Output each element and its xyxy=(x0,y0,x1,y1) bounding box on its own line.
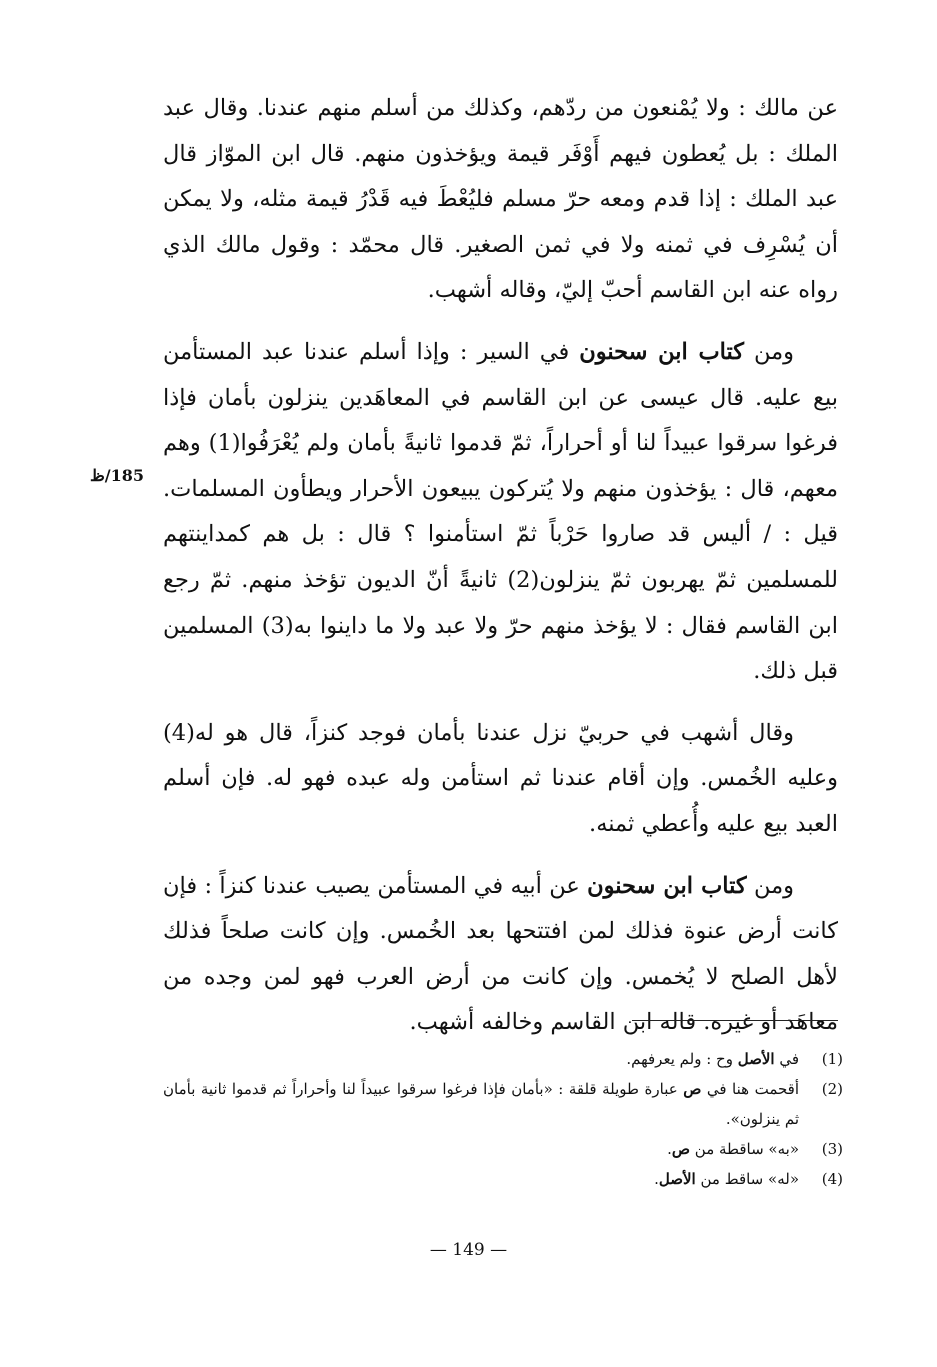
footnote-text-bold: الأصل xyxy=(658,1170,696,1188)
page-number: — 149 — xyxy=(429,1240,508,1260)
footnote-text xyxy=(163,1164,799,1194)
footnote-text-pre: «به» ساقطة من xyxy=(690,1140,799,1158)
paragraph-2-post: في السير : وإذا أسلم عندنا عبد المستأمن بيع عليه. قال عيسى عن ابن القاسم في المعاهَدين ينزلون بأمان فإذا فرغوا سرقوا عبيداً لنا أو أحراراً، ثمّ قدموا ثانيةً بأمان ولم يُعْرَفُوا(1) وهم معهم، قال : يؤخذون منهم ولا يُتركون يبيعون الأحرار ويطأون المسلمات. قيل : / أليس قد صاروا حَرْباً ثمّ استأمنوا ؟ قال : بل هم كمداينتهم للمسلمين ثمّ يهربون ثمّ ينزلون(2) ثانيةً أنّ الديون تؤخذ منهم. ثمّ رجع ابن القاسم فقال : لا يؤخذ منهم حرّ ولا عبد ولا ما داينوا به(3) المسلمين قبل ذلك. xyxy=(163,338,839,685)
paragraph-2 xyxy=(163,330,838,695)
footnote-1 xyxy=(163,1044,843,1074)
footnote-text xyxy=(163,1044,799,1074)
paragraph-4-book-title: كتاب ابن سحنون xyxy=(587,872,747,899)
footnote-number: (4) xyxy=(821,1170,843,1188)
footnote-text-post: . xyxy=(654,1170,659,1188)
footnote-text-post: . xyxy=(667,1140,672,1158)
main-text xyxy=(163,86,838,1062)
footnote-text-pre: في xyxy=(774,1050,799,1068)
footnote-number: (2) xyxy=(821,1080,843,1098)
footnote-text xyxy=(163,1074,799,1134)
paragraph-2-book-title: كتاب ابن سحنون xyxy=(579,338,744,365)
footnote-text xyxy=(163,1134,799,1164)
footnote-2 xyxy=(163,1074,843,1134)
paragraph-4-pre: ومن xyxy=(746,872,794,899)
footnote-text-bold: الأصل xyxy=(737,1050,775,1068)
paragraph-4 xyxy=(163,864,838,1046)
paragraph-2-pre: ومن xyxy=(743,338,794,365)
paragraph-4-post: عن أبيه في المستأمن يصيب عندنا كنزاً : فإن كانت أرض عنوة فذلك لمن افتتحها بعد الخُمس. وإن كانت صلحاً فذلك لأهل الصلح لا يُخمس. وإن كانت من أرض العرب فهو لمن وجده من معاهَد أو غيره. قاله ابن القاسم وخالفه أشهب. xyxy=(163,872,838,1036)
footnote-text-post: وح : ولم يعرفهم. xyxy=(626,1050,738,1068)
paragraph-1: عن مالك : ولا يُمْنعون من ردّهم، وكذلك من أسلم منهم عندنا. وقال عبد الملك : بل يُعطون فيهم أَوْفَر قيمة ويؤخذون منهم. قال ابن الموّاز قال عبد الملك : إذا قدم ومعه حرّ مسلم فليُعْطَ فيه قَدْرُ قيمة مثله، ولا يمكن أن يُسْرِف في ثمنه ولا في ثمن الصغير. قال محمّد : وقول مالك الذي رواه عنه ابن القاسم أحبّ إليّ، وقاله أشهب. xyxy=(163,95,838,304)
footnote-text-pre: «له» ساقط من xyxy=(695,1170,799,1188)
footnote-3 xyxy=(163,1134,843,1164)
footnote-text-bold: ص xyxy=(683,1080,702,1098)
folio-margin-note: 185/ظ xyxy=(90,466,145,485)
footnotes xyxy=(163,1044,843,1194)
footnote-text-bold: ص xyxy=(671,1140,691,1158)
footnote-number: (1) xyxy=(821,1050,843,1068)
footnote-separator xyxy=(632,1020,838,1021)
footnote-4 xyxy=(163,1164,843,1194)
footnote-text-pre: أقحمت هنا في xyxy=(701,1080,800,1098)
paragraph-3: وقال أشهب في حربيّ نزل عندنا بأمان فوجد كنزاً، قال هو له(4) وعليه الخُمس. وإن أقام عندنا ثم استأمن وله عبده فهو له. فإن أسلم العبد بيع عليه وأُعطي ثمنه. xyxy=(163,719,838,837)
footnote-text-post: عبارة طويلة قلقة : «بأمان فإذا فرغوا سرقوا عبيداً لنا وأحراراً ثم قدموا ثانية بأمان ثم ينزلون». xyxy=(163,1080,799,1128)
footnote-number: (3) xyxy=(821,1140,843,1158)
